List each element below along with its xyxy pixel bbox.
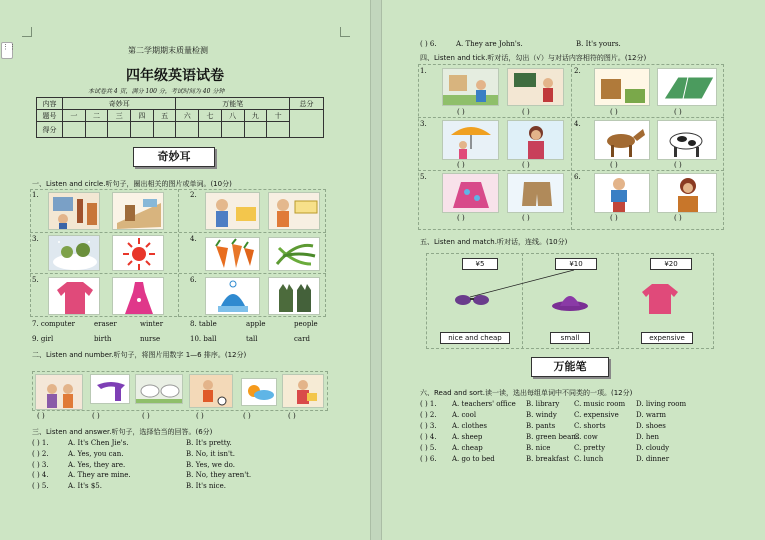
section-6-title: 六、Read and sort.读一读，选出每组单词中不同类的一项。(12分) — [420, 389, 633, 397]
crop-mark — [340, 27, 350, 37]
option-b: B. windy — [526, 411, 557, 419]
option-c: C. music room — [574, 400, 626, 408]
word-box[interactable]: nice and cheap — [440, 332, 510, 344]
score-cell: 一 — [63, 110, 86, 122]
word-option[interactable]: card — [294, 335, 310, 343]
word-option[interactable]: winter — [140, 320, 164, 328]
option-d: D. dinner — [636, 455, 670, 463]
answer-blank[interactable]: ( ) — [37, 412, 45, 420]
answer-blank[interactable]: ( ) — [610, 161, 618, 169]
score-cell: 题号 — [37, 110, 63, 122]
people-picture[interactable] — [205, 192, 260, 230]
answer-blank[interactable]: ( ) — [522, 214, 530, 222]
item-number: 2. — [574, 67, 581, 75]
snow-picture[interactable] — [48, 235, 100, 271]
question-number[interactable]: ( ) 6. — [420, 40, 437, 48]
word-option[interactable]: 9. girl — [32, 335, 54, 343]
reading-picture[interactable] — [282, 374, 324, 408]
answer-blank[interactable]: ( ) — [674, 214, 682, 222]
answer-blank[interactable]: ( ) — [92, 412, 100, 420]
hat-picture[interactable] — [205, 277, 260, 315]
answer-blank[interactable]: ( ) — [243, 412, 251, 420]
question-number[interactable]: ( ) 4. — [420, 433, 437, 441]
question-number[interactable]: ( ) 2. — [420, 411, 437, 419]
sun-picture[interactable] — [112, 235, 164, 271]
option-a: A. They are John's. — [456, 40, 523, 48]
option-b: B. Yes, we do. — [186, 461, 235, 469]
question-number[interactable]: ( ) 6. — [420, 455, 437, 463]
word-option[interactable]: 7. computer — [32, 320, 75, 328]
question-number[interactable]: ( ) 1. — [420, 400, 437, 408]
word-box[interactable]: expensive — [641, 332, 693, 344]
section-2-title: 二、Listen and number.听句子，将图片用数字 1—6 排序。(12分) — [32, 351, 247, 359]
score-cell: 总分 — [290, 98, 324, 110]
score-cell: 八 — [221, 110, 244, 122]
answer-blank[interactable]: ( ) — [457, 214, 465, 222]
score-cell: 万能笔 — [176, 98, 290, 110]
option-a: A. go to bed — [452, 455, 495, 463]
option-b: B. It's yours. — [576, 40, 621, 48]
option-d: D. shoes — [636, 422, 666, 430]
word-option[interactable]: nurse — [140, 335, 161, 343]
option-a: A. sheep — [452, 433, 483, 441]
option-b: B. green beans — [526, 433, 580, 441]
question-number[interactable]: ( ) 5. — [420, 444, 437, 452]
word-option[interactable]: 8. table — [190, 320, 217, 328]
word-option[interactable]: apple — [246, 320, 266, 328]
score-cell: 十 — [267, 110, 290, 122]
option-c: C. shorts — [574, 422, 606, 430]
option-b: B. pants — [526, 422, 556, 430]
answer-blank[interactable]: ( ) — [142, 412, 150, 420]
score-cell: 二 — [85, 110, 108, 122]
word-option[interactable]: birth — [94, 335, 112, 343]
drag-handle[interactable]: ⋮⋮ — [1, 42, 13, 59]
answer-blank[interactable]: ( ) — [457, 108, 465, 116]
section-badge-writing: 万能笔 — [531, 357, 609, 377]
crop-mark — [22, 27, 32, 37]
option-a: A. teachers' office — [452, 400, 516, 408]
score-cell: 四 — [131, 110, 154, 122]
music-picture[interactable] — [35, 374, 83, 410]
option-b: B. library — [526, 400, 560, 408]
score-cell: 六 — [176, 110, 199, 122]
answer-blank[interactable]: ( ) — [522, 108, 530, 116]
option-b: B. No, it isn't. — [186, 450, 235, 458]
room-picture[interactable] — [112, 192, 164, 230]
item-number: 1. — [420, 67, 427, 75]
exam-title: 四年级英语试卷 — [126, 68, 224, 84]
item-number: 6. — [574, 173, 581, 181]
coat-picture[interactable] — [48, 277, 100, 315]
question-number[interactable]: ( ) 3. — [32, 461, 49, 469]
score-cell: 三 — [108, 110, 131, 122]
price-box[interactable]: ¥5 — [462, 258, 498, 270]
option-d: D. hen — [636, 433, 659, 441]
item-number: 3. — [32, 235, 39, 243]
option-c: C. expensive — [574, 411, 619, 419]
option-d: D. cloudy — [636, 444, 670, 452]
option-b: B. It's pretty. — [186, 439, 232, 447]
money-picture[interactable] — [268, 192, 320, 230]
section-3-title: 三、Listen and answer.听句子，选择恰当的回答。(6分) — [32, 428, 213, 436]
question-number[interactable]: ( ) 3. — [420, 422, 437, 430]
score-cell: 奇妙耳 — [63, 98, 176, 110]
left-page — [0, 0, 370, 540]
section-5-title: 五、Listen and match.听对话，连线。(10分) — [420, 238, 568, 246]
item-number: 3. — [420, 120, 427, 128]
question-number[interactable]: ( ) 2. — [32, 450, 49, 458]
score-cell: 九 — [244, 110, 267, 122]
weather-picture[interactable] — [241, 378, 277, 406]
option-a: A. Yes, they are. — [68, 461, 126, 469]
option-b: B. It's nice. — [186, 482, 226, 490]
exam-header: 第二学期期末质量检测 — [128, 46, 208, 55]
answer-blank[interactable]: ( ) — [610, 214, 618, 222]
exam-instructions: 本试卷共 4 页，满分 100 分，考试时间为 40 分钟 — [88, 88, 225, 95]
section-badge-listening: 奇妙耳 — [133, 147, 215, 167]
option-b: B. No, they aren't. — [186, 471, 252, 479]
option-c: C. pretty — [574, 444, 606, 452]
answer-blank[interactable]: ( ) — [522, 161, 530, 169]
answer-blank[interactable]: ( ) — [196, 412, 204, 420]
option-a: A. It's Chen Jie's. — [68, 439, 129, 447]
option-b: B. nice — [526, 444, 551, 452]
section-1-title: 一、Listen and circle.听句子，圈出相关的图片或单词。(10分) — [32, 180, 232, 188]
question-number[interactable]: ( ) 4. — [32, 471, 49, 479]
answer-blank[interactable]: ( ) — [457, 161, 465, 169]
right-page — [382, 0, 765, 540]
page-gutter — [370, 0, 382, 540]
item-number: 5. — [32, 276, 39, 284]
answer-blank[interactable]: ( ) — [288, 412, 296, 420]
option-a: A. Yes, you can. — [68, 450, 124, 458]
item-number: 5. — [420, 173, 427, 181]
option-d: D. warm — [636, 411, 666, 419]
word-option[interactable]: tall — [246, 335, 258, 343]
item-number: 6. — [190, 276, 197, 284]
option-a: A. It's $5. — [68, 482, 102, 490]
sheep-picture[interactable] — [135, 374, 183, 404]
question-number[interactable]: ( ) 5. — [32, 482, 49, 490]
answer-blank[interactable]: ( ) — [674, 108, 682, 116]
option-c: C. cow — [574, 433, 598, 441]
score-table — [36, 97, 324, 138]
option-a: A. clothes — [452, 422, 487, 430]
item-number: 2. — [190, 191, 197, 199]
word-box[interactable]: small — [550, 332, 590, 344]
item-number: 1. — [32, 191, 39, 199]
score-cell — [290, 110, 324, 138]
option-a: A. They are mine. — [68, 471, 131, 479]
score-cell: 五 — [153, 110, 176, 122]
answer-blank[interactable]: ( ) — [610, 108, 618, 116]
item-number: 4. — [190, 235, 197, 243]
score-cell: 内容 — [37, 98, 63, 110]
scarf-picture[interactable] — [90, 374, 130, 404]
word-option[interactable]: 10. ball — [190, 335, 217, 343]
option-c: C. lunch — [574, 455, 604, 463]
word-option[interactable]: eraser — [94, 320, 117, 328]
beans-picture[interactable] — [268, 237, 320, 271]
price-box[interactable]: ¥10 — [555, 258, 597, 270]
dress-picture[interactable] — [112, 277, 164, 315]
option-d: D. living room — [636, 400, 687, 408]
question-number[interactable]: ( ) 1. — [32, 439, 49, 447]
section-4-title: 四、Listen and tick.听对话，勾出（√）与对话内容相符的图片。(12分) — [420, 54, 647, 62]
option-b: B. breakfast — [526, 455, 570, 463]
answer-blank[interactable]: ( ) — [674, 161, 682, 169]
option-a: A. cheap — [452, 444, 483, 452]
price-box[interactable]: ¥20 — [650, 258, 692, 270]
score-cell: 七 — [199, 110, 222, 122]
classroom-picture[interactable] — [48, 192, 100, 230]
score-cell: 得分 — [37, 122, 63, 138]
carrots-picture[interactable] — [205, 237, 260, 271]
word-option[interactable]: people — [294, 320, 318, 328]
football-picture[interactable] — [189, 374, 233, 408]
item-number: 4. — [574, 120, 581, 128]
option-a: A. cool — [452, 411, 477, 419]
gloves-picture[interactable] — [268, 277, 320, 315]
